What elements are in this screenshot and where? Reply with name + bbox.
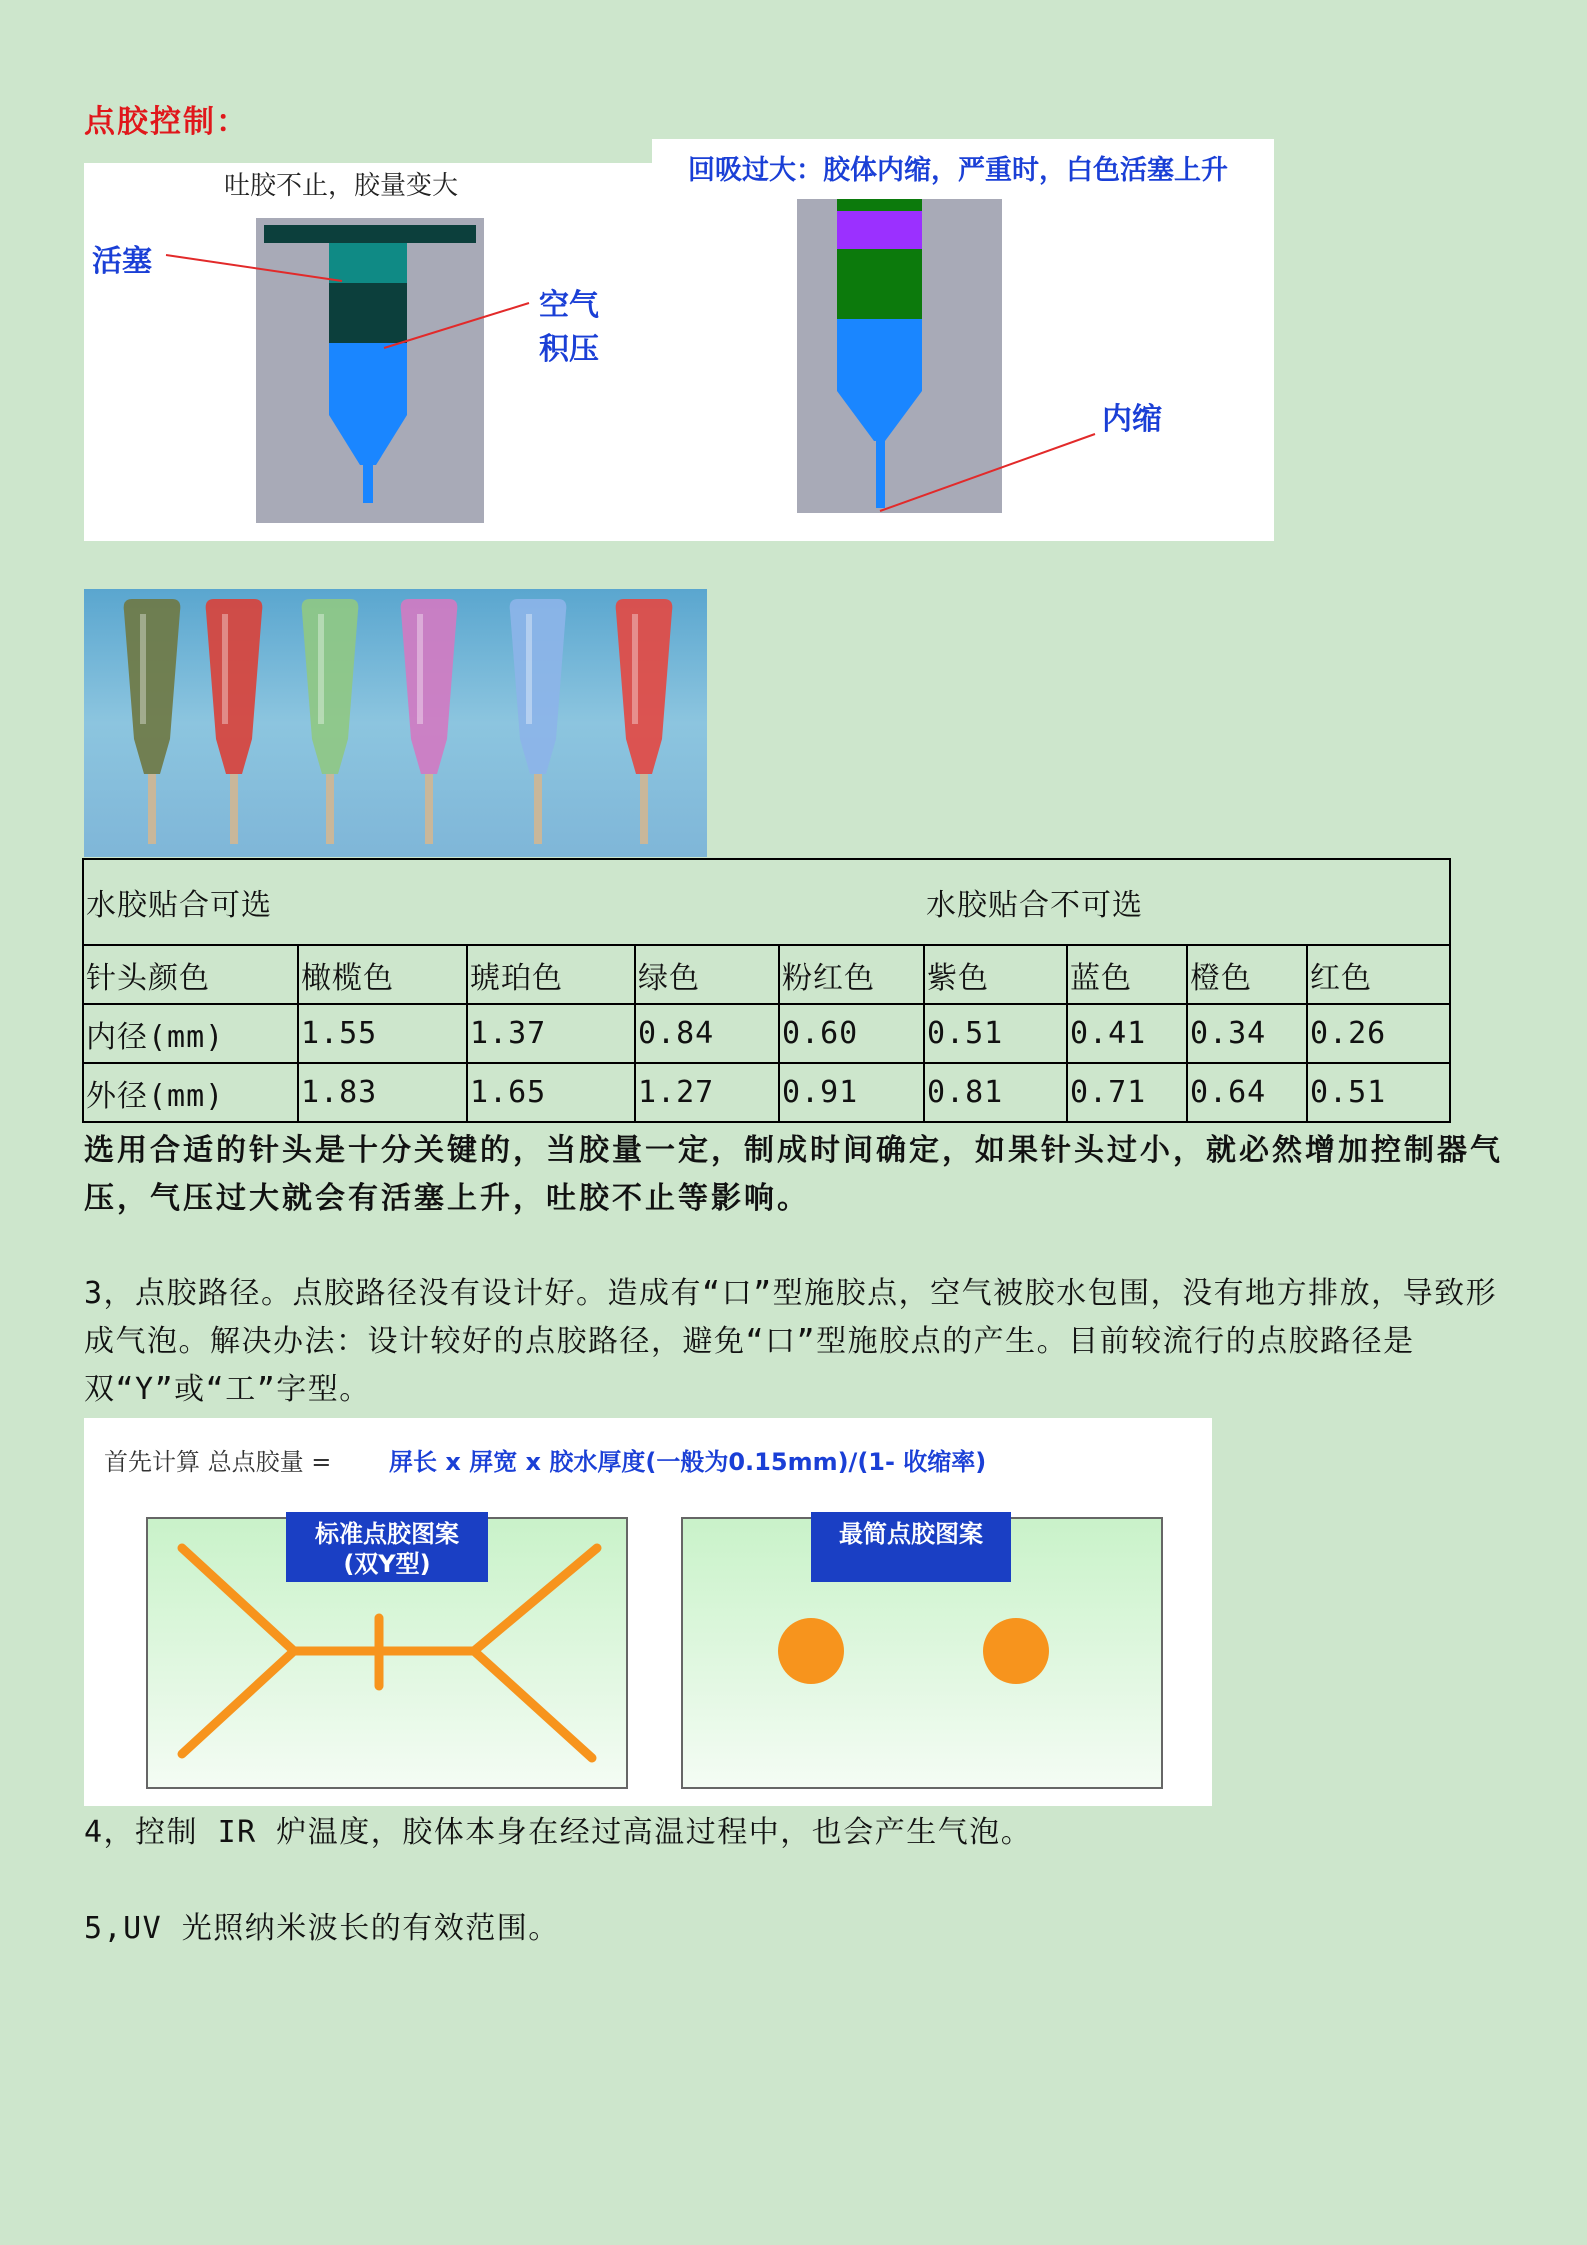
- needle-tube: [534, 774, 542, 844]
- header-cell: 橙色: [1187, 945, 1307, 1004]
- table-cell: 0.81: [924, 1063, 1067, 1122]
- figure-right-caption: 回吸过大：胶体内缩，严重时，白色活塞上升: [688, 155, 1228, 186]
- needle-highlight: [632, 614, 638, 724]
- table-cell: 1.27: [635, 1063, 779, 1122]
- table-cell: 0.26: [1307, 1004, 1450, 1063]
- simple-pattern-label: 最简点胶图案: [839, 1520, 983, 1548]
- formula-prefix: 首先计算 总点胶量 =: [104, 1448, 332, 1476]
- table-cell: 1.83: [298, 1063, 467, 1122]
- needle-tube: [148, 774, 156, 844]
- needle-spec-table: [82, 858, 1451, 1123]
- formula-body: 屏长 x 屏宽 x 胶水厚度(一般为0.15mm)/(1- 收缩率): [389, 1448, 987, 1476]
- needle-highlight: [417, 614, 423, 724]
- label-shrink: 内缩: [1102, 402, 1162, 437]
- table-cell: 0.91: [779, 1063, 924, 1122]
- glue-needle: [876, 441, 885, 508]
- table-cell: 0.84: [635, 1004, 779, 1063]
- point4-paragraph: 4，控制 IR 炉温度，胶体本身在经过高温过程中，也会产生气泡。: [84, 1815, 1033, 1850]
- label-pressure: 积压: [539, 332, 599, 367]
- table-cell: 1.37: [467, 1004, 635, 1063]
- glue: [837, 319, 922, 391]
- double-y-label: (双Y型): [343, 1550, 431, 1578]
- needle-highlight: [222, 614, 228, 724]
- figure-left-caption: 吐胶不止，胶量变大: [224, 171, 459, 201]
- white-piston: [837, 211, 922, 249]
- piston: [329, 243, 407, 283]
- header-cell: 橄榄色: [298, 945, 467, 1004]
- group-row: [83, 859, 1450, 945]
- table-cell: 0.60: [779, 1004, 924, 1063]
- glue-needle: [363, 465, 373, 503]
- header-cell: 红色: [1307, 945, 1450, 1004]
- point3-paragraph: 3，点胶路径。点胶路径没有设计好。造成有“口”型施胶点，空气被胶水包围，没有地方排放，导致形成气泡。解决办法：设计较好的点胶路径，避免“口”型施胶点的产生。目前较流行的点胶路径是双“Y”或“工”字型。: [84, 1276, 1498, 1407]
- needle-note-paragraph: 选用合适的针头是十分关键的，当胶量一定，制成时间确定，如果针头过小，就必然增加控制器气压，气压过大就会有活塞上升，吐胶不止等影响。: [84, 1133, 1503, 1216]
- table-cell: 0.71: [1067, 1063, 1187, 1122]
- table-row: [83, 1004, 1450, 1063]
- section-title: 点胶控制：: [84, 104, 249, 140]
- table-cell: 0.51: [1307, 1063, 1450, 1122]
- needle-tube: [230, 774, 238, 844]
- header-cell: 绿色: [635, 945, 779, 1004]
- label-air: 空气: [539, 288, 599, 323]
- header-cell: 琥珀色: [467, 945, 635, 1004]
- standard-pattern-label: 标准点胶图案: [315, 1520, 459, 1548]
- group-selectable: 水胶贴合可选: [83, 859, 924, 945]
- table-cell: 1.65: [467, 1063, 635, 1122]
- figure-suck-back: [652, 139, 1274, 541]
- header-cell: 紫色: [924, 945, 1067, 1004]
- glue-dot: [778, 1618, 844, 1684]
- header-row: [83, 945, 1450, 1004]
- glue-dot: [983, 1618, 1049, 1684]
- glue: [329, 343, 407, 415]
- table-cell: 0.34: [1187, 1004, 1307, 1063]
- needle-highlight: [318, 614, 324, 724]
- point5-paragraph: 5,UV 光照纳米波长的有效范围。: [84, 1911, 560, 1946]
- air-gap: [837, 249, 922, 319]
- table-cell: 0.41: [1067, 1004, 1187, 1063]
- header-cell: 蓝色: [1067, 945, 1187, 1004]
- table-cell: 1.55: [298, 1004, 467, 1063]
- needle-tube: [425, 774, 433, 844]
- top-band: [837, 199, 922, 211]
- needles-photo: [84, 589, 707, 857]
- needle-highlight: [526, 614, 532, 724]
- table-cell: 0.64: [1187, 1063, 1307, 1122]
- header-cell: 粉红色: [779, 945, 924, 1004]
- figure-piston-air-pressure: [84, 163, 652, 541]
- table-cell: 外径(mm): [83, 1063, 298, 1122]
- table-cell: 内径(mm): [83, 1004, 298, 1063]
- compressed-air: [329, 283, 407, 343]
- group-not-selectable: 水胶贴合不可选: [924, 859, 1450, 945]
- needle-tube: [640, 774, 648, 844]
- piston-handle: [264, 225, 476, 243]
- header-cell: 针头颜色: [83, 945, 298, 1004]
- needle-highlight: [140, 614, 146, 724]
- needle-tube: [326, 774, 334, 844]
- table-row: [83, 1063, 1450, 1122]
- table-cell: 0.51: [924, 1004, 1067, 1063]
- label-piston: 活塞: [92, 244, 152, 279]
- figure-dispense-patterns: [84, 1418, 1212, 1806]
